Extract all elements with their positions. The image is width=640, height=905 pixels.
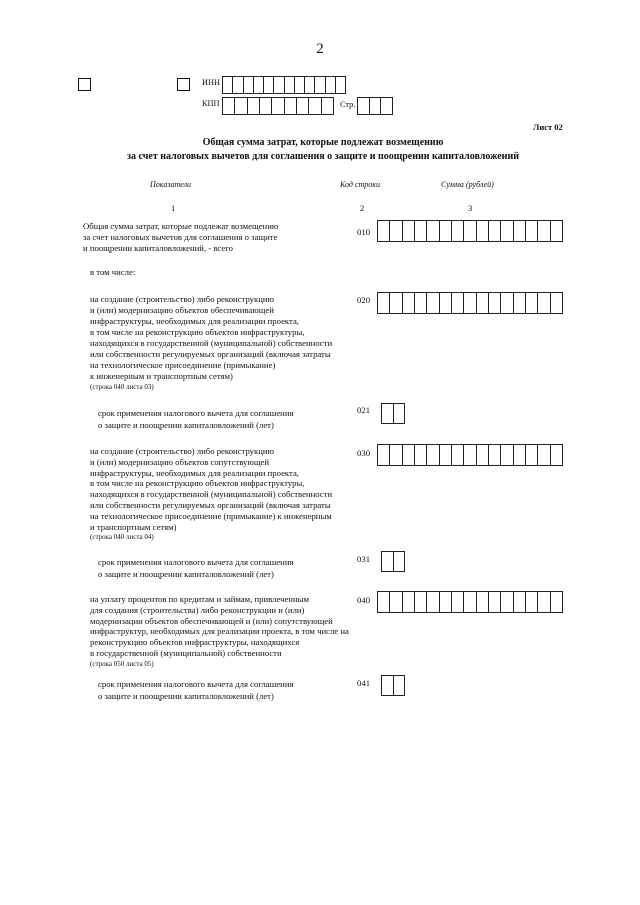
digit-cell[interactable] <box>297 98 309 114</box>
sheet-label: Лист 02 <box>533 122 563 132</box>
form-title <box>3 136 640 164</box>
digit-cell[interactable] <box>403 445 415 465</box>
digit-cell[interactable] <box>382 404 394 423</box>
row-041-years-field[interactable] <box>381 675 405 696</box>
digit-cell[interactable] <box>394 676 406 695</box>
row-reference: (строка 040 листа 03) <box>90 383 154 391</box>
row-041-description <box>98 678 293 702</box>
digit-cell[interactable] <box>305 77 315 93</box>
description-line: к инженерным и транспортным сетям) <box>90 371 233 381</box>
row-010-amount-field[interactable] <box>377 220 563 242</box>
digit-cell[interactable] <box>382 552 394 571</box>
kpp-field[interactable] <box>222 97 334 115</box>
description-line: на технологическое присоединение (примыкание) к инженерным <box>90 510 332 521</box>
registration-mark <box>78 78 91 91</box>
digit-cell[interactable] <box>233 77 243 93</box>
digit-cell[interactable] <box>378 445 390 465</box>
digit-cell[interactable] <box>551 221 563 241</box>
digit-cell[interactable] <box>378 221 390 241</box>
digit-cell[interactable] <box>223 77 233 93</box>
digit-cell[interactable] <box>526 293 538 313</box>
digit-cell[interactable] <box>244 77 254 93</box>
digit-cell[interactable] <box>381 98 393 114</box>
digit-cell[interactable] <box>248 98 260 114</box>
digit-cell[interactable] <box>403 293 415 313</box>
digit-cell[interactable] <box>440 592 452 612</box>
description-line: за счет налоговых вычетов для соглашения о защите <box>83 232 278 242</box>
digit-cell[interactable] <box>285 77 295 93</box>
column-number: 3 <box>468 203 473 213</box>
inn-label: ИНН <box>202 78 220 87</box>
row-reference: (строка 040 листа 04) <box>90 533 154 542</box>
row-030-code: 030 <box>357 448 371 458</box>
row-021-years-field[interactable] <box>381 403 405 424</box>
digit-cell[interactable] <box>452 445 464 465</box>
digit-cell[interactable] <box>390 445 402 465</box>
digit-cell[interactable] <box>464 592 476 612</box>
page-number: 2 <box>316 41 324 57</box>
description-line: инфраструктур, необходимых для реализации проекта, в том числе на <box>90 626 349 637</box>
digit-cell[interactable] <box>489 445 501 465</box>
description-line: на создание (строительство) либо реконструкцию <box>90 294 275 304</box>
row-020-amount-field[interactable] <box>377 292 563 314</box>
digit-cell[interactable] <box>382 676 394 695</box>
column-number: 1 <box>171 203 176 213</box>
column-number: 2 <box>360 203 365 213</box>
digit-cell[interactable] <box>440 293 452 313</box>
digit-cell[interactable] <box>390 592 402 612</box>
row-020-code: 020 <box>357 295 371 305</box>
description-line: реконструкцию объектов инфраструктуры, находящихся <box>90 637 300 648</box>
digit-cell[interactable] <box>452 592 464 612</box>
digit-cell[interactable] <box>264 77 274 93</box>
digit-cell[interactable] <box>403 592 415 612</box>
digit-cell[interactable] <box>427 293 439 313</box>
digit-cell[interactable] <box>390 221 402 241</box>
digit-cell[interactable] <box>309 98 321 114</box>
digit-cell[interactable] <box>464 445 476 465</box>
digit-cell[interactable] <box>274 77 284 93</box>
row-030-amount-field[interactable] <box>377 444 563 466</box>
description-line: срок применения налогового вычета для соглашения <box>98 679 294 689</box>
digit-cell[interactable] <box>427 221 439 241</box>
description-line: инфраструктуры, необходимых для реализации проекта, <box>90 316 299 326</box>
digit-cell[interactable] <box>415 221 427 241</box>
row-040-amount-field[interactable] <box>377 591 563 613</box>
row-031-years-field[interactable] <box>381 551 405 572</box>
digit-cell[interactable] <box>452 221 464 241</box>
digit-cell[interactable] <box>501 293 513 313</box>
digit-cell[interactable] <box>526 592 538 612</box>
description-line: о защите и поощрении капиталовложений (лет) <box>98 569 274 579</box>
description-line: или собственности регулируемых организаций (включая затраты <box>90 349 331 359</box>
digit-cell[interactable] <box>415 293 427 313</box>
digit-cell[interactable] <box>464 221 476 241</box>
row-010-code: 010 <box>357 227 371 237</box>
row-021-description <box>98 407 293 431</box>
digit-cell[interactable] <box>370 98 382 114</box>
kpp-label: КПП <box>202 99 220 108</box>
description-line: инфраструктуры, необходимых для реализации проекта, <box>90 467 299 478</box>
description-line: находящихся в государственной (муниципальной) собственности <box>90 338 333 348</box>
digit-cell[interactable] <box>322 98 334 114</box>
digit-cell[interactable] <box>295 77 305 93</box>
digit-cell[interactable] <box>315 77 325 93</box>
digit-cell[interactable] <box>538 592 550 612</box>
digit-cell[interactable] <box>452 293 464 313</box>
digit-cell[interactable] <box>477 221 489 241</box>
including-label: в том числе: <box>90 267 136 277</box>
digit-cell[interactable] <box>514 445 526 465</box>
digit-cell[interactable] <box>427 592 439 612</box>
description-line: и транспортным сетям) <box>90 521 177 532</box>
digit-cell[interactable] <box>427 445 439 465</box>
digit-cell[interactable] <box>551 592 563 612</box>
digit-cell[interactable] <box>551 293 563 313</box>
digit-cell[interactable] <box>538 293 550 313</box>
digit-cell[interactable] <box>326 77 336 93</box>
digit-cell[interactable] <box>477 592 489 612</box>
description-line: и (или) модернизацию объектов обеспечивающей <box>90 305 274 315</box>
digit-cell[interactable] <box>403 221 415 241</box>
digit-cell[interactable] <box>223 98 235 114</box>
digit-cell[interactable] <box>501 445 513 465</box>
row-041-code: 041 <box>357 678 371 688</box>
row-040-code: 040 <box>357 595 371 605</box>
description-line: на уплату процентов по кредитам и займам, привлеченным <box>90 594 309 604</box>
description-line: в том числе на реконструкцию объектов инфраструктуры, <box>90 327 305 337</box>
digit-cell[interactable] <box>538 221 550 241</box>
digit-cell[interactable] <box>501 221 513 241</box>
description-line: на создание (строительство) либо реконструкцию <box>90 446 275 456</box>
column-header-amount: Сумма (рублей) <box>441 180 494 189</box>
digit-cell[interactable] <box>415 592 427 612</box>
digit-cell[interactable] <box>378 592 390 612</box>
row-040-description <box>90 594 349 669</box>
digit-cell[interactable] <box>415 445 427 465</box>
description-line: и поощрении капиталовложений, - всего <box>83 243 233 253</box>
row-010-description <box>83 221 278 254</box>
digit-cell[interactable] <box>394 552 406 571</box>
description-line: в государственной (муниципальной) собственности <box>90 647 282 658</box>
row-reference: (строка 050 листа 05) <box>90 659 154 668</box>
digit-cell[interactable] <box>551 445 563 465</box>
digit-cell[interactable] <box>477 445 489 465</box>
description-line: Общая сумма затрат, которые подлежат возмещению <box>83 221 279 231</box>
description-line: срок применения налогового вычета для соглашения <box>98 557 294 567</box>
description-line: находящихся в государственной (муниципальной) собственности <box>90 489 333 500</box>
digit-cell[interactable] <box>390 293 402 313</box>
digit-cell[interactable] <box>464 293 476 313</box>
description-line: и (или) модернизацию объектов сопутствующей <box>90 456 270 467</box>
row-031-code: 031 <box>357 554 371 564</box>
digit-cell[interactable] <box>378 293 390 313</box>
form-title-line: Общая сумма затрат, которые подлежат возмещению <box>202 137 444 148</box>
digit-cell[interactable] <box>501 592 513 612</box>
description-line: для создания (строительства) либо реконструкции и (или) <box>90 604 305 615</box>
page-label: Стр. <box>340 100 356 109</box>
digit-cell[interactable] <box>285 98 297 114</box>
digit-cell[interactable] <box>440 445 452 465</box>
row-020-description <box>90 294 332 392</box>
description-line: о защите и поощрении капиталовложений (лет) <box>98 691 274 701</box>
digit-cell[interactable] <box>526 221 538 241</box>
digit-cell[interactable] <box>489 221 501 241</box>
digit-cell[interactable] <box>235 98 247 114</box>
description-line: срок применения налогового вычета для соглашения <box>98 408 294 418</box>
digit-cell[interactable] <box>477 293 489 313</box>
digit-cell[interactable] <box>514 293 526 313</box>
digit-cell[interactable] <box>260 98 272 114</box>
digit-cell[interactable] <box>254 77 264 93</box>
row-021-code: 021 <box>357 405 371 415</box>
digit-cell[interactable] <box>336 77 346 93</box>
inn-field[interactable] <box>222 76 346 94</box>
digit-cell[interactable] <box>489 293 501 313</box>
row-030-description <box>90 446 332 542</box>
digit-cell[interactable] <box>538 445 550 465</box>
digit-cell[interactable] <box>526 445 538 465</box>
digit-cell[interactable] <box>272 98 284 114</box>
page-field[interactable] <box>357 97 393 115</box>
description-line: о защите и поощрении капиталовложений (лет) <box>98 420 274 430</box>
row-031-description <box>98 556 293 580</box>
registration-mark <box>177 78 190 91</box>
digit-cell[interactable] <box>394 404 406 423</box>
description-line: на технологическое присоединение (примыкание) <box>90 360 276 370</box>
digit-cell[interactable] <box>440 221 452 241</box>
description-line: модернизации объектов обеспечивающей и (или) сопутствующей <box>90 615 333 626</box>
column-header-line-code: Код строки <box>340 180 381 189</box>
digit-cell[interactable] <box>514 221 526 241</box>
form-title-line: за счет налоговых вычетов для соглашения о защите и поощрении капиталовложений <box>127 151 519 162</box>
description-line: в том числе на реконструкцию объектов инфраструктуры, <box>90 478 305 489</box>
digit-cell[interactable] <box>514 592 526 612</box>
digit-cell[interactable] <box>358 98 370 114</box>
column-header-indicators: Показатели <box>150 180 192 189</box>
description-line: или собственности регулируемых организаций (включая затраты <box>90 499 331 510</box>
digit-cell[interactable] <box>489 592 501 612</box>
